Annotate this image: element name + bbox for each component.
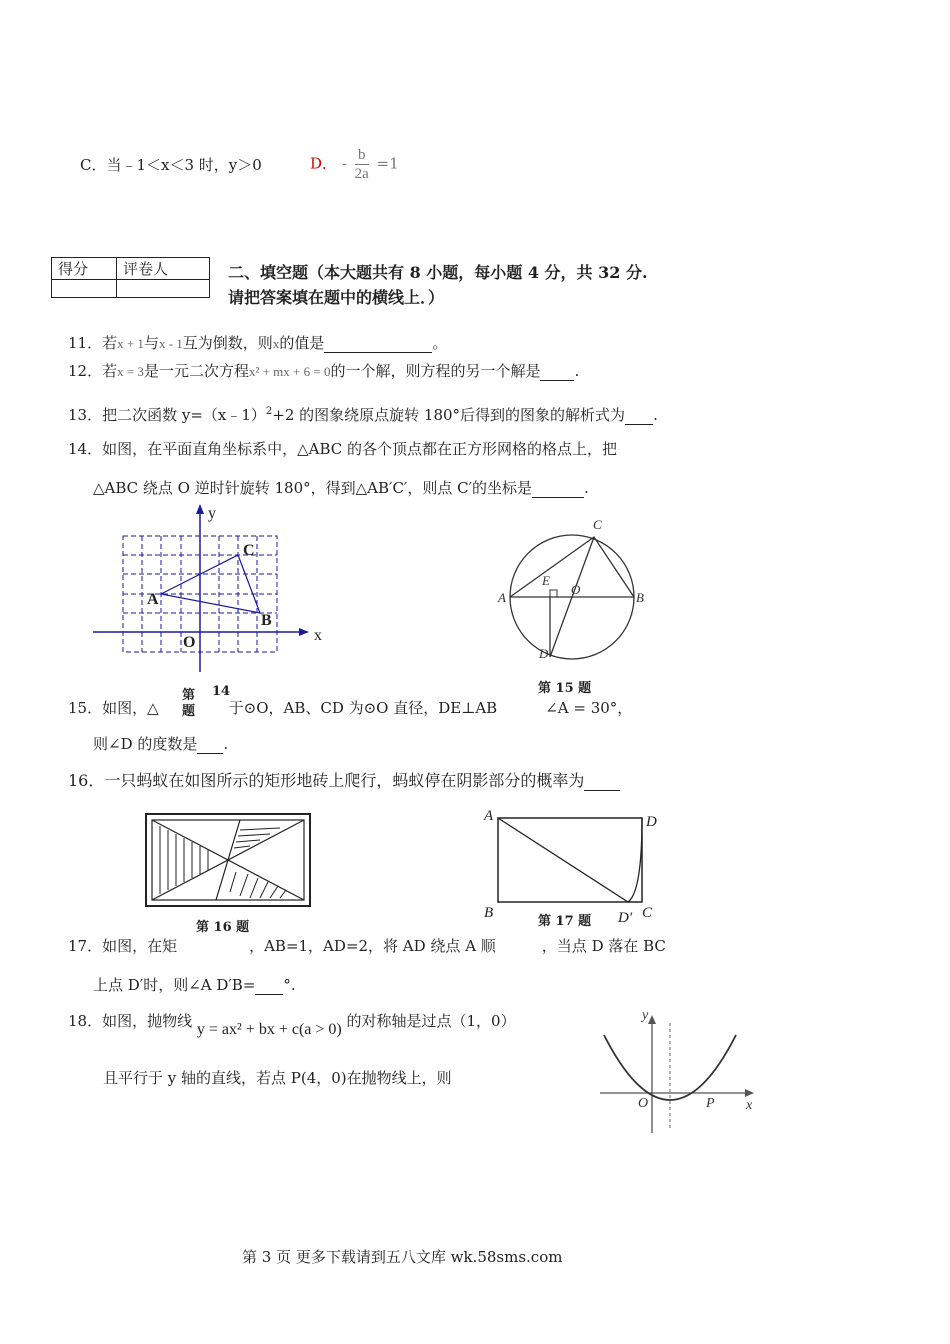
question-14-line1: 14．如图，在平面直角坐标系中，△ABC 的各个顶点都在正方形网格的格点上，把 bbox=[68, 440, 618, 458]
question-18-line2: 且平行于 y 轴的直线，若点 P(4，0)在抛物线上，则 bbox=[103, 1069, 452, 1087]
q11-text-c: 互为倒数，则 bbox=[182, 334, 273, 352]
option-d-denominator: 2a bbox=[354, 166, 369, 182]
rectangle-abcd bbox=[498, 818, 642, 902]
q14-text-a: △ABC 绕点 O 逆时针旋转 180°，得到△AB′C′，则点 C′的坐标是 bbox=[93, 479, 532, 497]
q15-text-c: ∠A = 30°， bbox=[545, 699, 633, 717]
figure-14-caption-c: 题 bbox=[182, 704, 196, 719]
q15-text-e: . bbox=[223, 735, 229, 753]
fig15-label-c: C bbox=[593, 517, 602, 532]
figure-14-caption-b: 14 bbox=[212, 684, 231, 699]
q12-text-b: 是一元二次方程 bbox=[143, 362, 249, 380]
question-16 bbox=[68, 768, 620, 791]
figure-16-tile bbox=[140, 808, 320, 913]
figure-18-parabola bbox=[590, 1005, 770, 1140]
q15-answer-blank[interactable] bbox=[197, 735, 223, 754]
option-d-rhs: =1 bbox=[376, 154, 399, 173]
q15-text-a: 15．如图，△ bbox=[68, 699, 159, 717]
figure-17-rectangle bbox=[478, 802, 668, 927]
q17-text-b: ，AB=1，AD=2，将 AD 绕点 A 顺 bbox=[249, 937, 496, 955]
q17-text-d: 上点 D′时，则∠A D′B= bbox=[93, 976, 256, 994]
figure-16-caption: 第 16 题 bbox=[196, 920, 250, 935]
figure-14-caption-a: 第 bbox=[182, 688, 196, 703]
question-18-line1 bbox=[68, 1010, 516, 1038]
fig18-label-p: P bbox=[706, 1096, 715, 1111]
fig17-label-d-prime: D′ bbox=[618, 910, 633, 926]
point-b-label: B bbox=[261, 612, 272, 629]
fig15-label-a: A bbox=[498, 590, 506, 605]
y-label: y bbox=[208, 505, 216, 522]
q18-text-a: 18．如图，抛物线 bbox=[68, 1012, 193, 1030]
fig17-label-c: C bbox=[642, 905, 653, 921]
page-footer: 第 3 页 更多下载请到五八文库 wk.58sms.com bbox=[242, 1248, 563, 1266]
question-15-line1 bbox=[68, 697, 632, 718]
fig17-label-d: D bbox=[646, 814, 657, 830]
q12-math-2: x² + mx + 6 = 0 bbox=[248, 364, 331, 379]
right-angle-mark bbox=[550, 590, 557, 597]
q17-text-a: 17．如图，在矩 bbox=[68, 937, 178, 955]
q17-answer-blank[interactable] bbox=[255, 976, 283, 995]
question-11 bbox=[68, 332, 447, 353]
q11-text-d: 的值是 bbox=[279, 334, 325, 352]
y-axis-arrow bbox=[196, 504, 204, 514]
segment-ad-prime bbox=[498, 818, 628, 902]
x-label: x bbox=[314, 627, 322, 644]
q12-text-a: 12．若 bbox=[68, 362, 118, 380]
fig18-label-o: O bbox=[638, 1096, 649, 1111]
origin-label: O bbox=[183, 634, 196, 651]
question-17-line2 bbox=[93, 974, 296, 995]
q13-answer-blank[interactable] bbox=[625, 406, 653, 425]
q11-math-3: x bbox=[272, 336, 280, 351]
q13-text-c: . bbox=[653, 406, 658, 424]
tile-cross-line bbox=[216, 820, 240, 900]
fig17-label-b: B bbox=[484, 905, 494, 921]
fig18-label-x: x bbox=[746, 1098, 753, 1113]
q11-text-a: 11．若 bbox=[68, 334, 118, 352]
rotation-arc bbox=[628, 818, 642, 902]
fig15-label-b: B bbox=[636, 590, 644, 605]
q14-answer-blank[interactable] bbox=[532, 479, 584, 498]
grader-header: 评卷人 bbox=[117, 258, 210, 280]
question-12 bbox=[68, 360, 579, 381]
point-a-label: A bbox=[147, 591, 159, 608]
q15-text-b: 于⊙O，AB、CD 为⊙O 直径，DE⊥AB bbox=[228, 699, 498, 717]
option-d bbox=[310, 146, 399, 183]
y-axis-arrow-18 bbox=[648, 1015, 656, 1024]
option-c: C．当﹣1＜x＜3 时，y＞0 bbox=[80, 156, 262, 174]
question-15-line2 bbox=[93, 733, 228, 754]
fig17-label-a: A bbox=[484, 808, 494, 824]
q18-formula: y = ax² + bx + c(a > 0) bbox=[196, 1021, 342, 1038]
q15-text-d: 则∠D 的度数是 bbox=[93, 735, 198, 753]
figure-15-caption: 第 15 题 bbox=[538, 681, 592, 696]
q14-text-b: . bbox=[583, 479, 589, 497]
fig15-label-d: D bbox=[539, 646, 549, 661]
section-title-line1: 二、填空题（本大题共有 8 小题，每小题 4 分，共 32 分. bbox=[228, 263, 648, 282]
score-header: 得分 bbox=[52, 258, 117, 280]
q17-text-e: °. bbox=[283, 976, 296, 994]
q12-answer-blank[interactable] bbox=[540, 362, 574, 381]
option-d-fraction bbox=[355, 146, 369, 183]
q12-text-c: 的一个解，则方程的另一个解是 bbox=[330, 362, 541, 380]
x-axis-arrow-18 bbox=[745, 1089, 754, 1097]
q11-math-1: x + 1 bbox=[117, 336, 144, 351]
q13-text-b: +2 的图象绕原点旋转 180°后得到的图象的解析式为 bbox=[272, 406, 626, 424]
option-d-numerator: b bbox=[355, 146, 369, 165]
score-cell[interactable] bbox=[52, 280, 117, 298]
x-axis-arrow bbox=[299, 628, 309, 636]
q11-text-e: 。 bbox=[432, 334, 448, 352]
fig15-label-e: E bbox=[542, 573, 550, 588]
q16-answer-blank[interactable] bbox=[584, 771, 620, 791]
figure-15-circle bbox=[490, 510, 660, 670]
question-13 bbox=[68, 404, 658, 425]
question-17-line1 bbox=[68, 935, 666, 956]
q12-text-d: . bbox=[574, 362, 580, 380]
point-c-label: C bbox=[243, 542, 255, 559]
q13-text-a: 13．把二次函数 y=（x﹣1） bbox=[68, 406, 266, 424]
q11-text-b: 与 bbox=[143, 334, 159, 352]
q18-text-b: 的对称轴是过点（1，0） bbox=[346, 1012, 516, 1030]
option-d-label: D． bbox=[310, 154, 338, 173]
fig15-label-o: O bbox=[571, 582, 581, 597]
q11-math-2: x - 1 bbox=[158, 336, 183, 351]
fig18-label-y: y bbox=[642, 1008, 649, 1023]
triangle-abc bbox=[161, 555, 260, 613]
score-table bbox=[51, 257, 210, 298]
option-d-minus: - bbox=[341, 154, 347, 173]
q13-superscript: 2 bbox=[265, 406, 273, 417]
question-14-line2 bbox=[93, 477, 589, 498]
q12-math-1: x = 3 bbox=[117, 364, 144, 379]
figure-17-caption: 第 17 题 bbox=[538, 914, 592, 929]
grader-cell[interactable] bbox=[117, 280, 210, 298]
q17-text-c: ，当点 D 落在 BC bbox=[541, 937, 666, 955]
section-title-line2: 请把答案填在题中的横线上．） bbox=[228, 288, 445, 307]
q11-answer-blank[interactable] bbox=[324, 334, 432, 353]
q16-text: 16．一只蚂蚁在如图所示的矩形地砖上爬行，蚂蚁停在阴影部分的概率为 bbox=[68, 771, 585, 790]
